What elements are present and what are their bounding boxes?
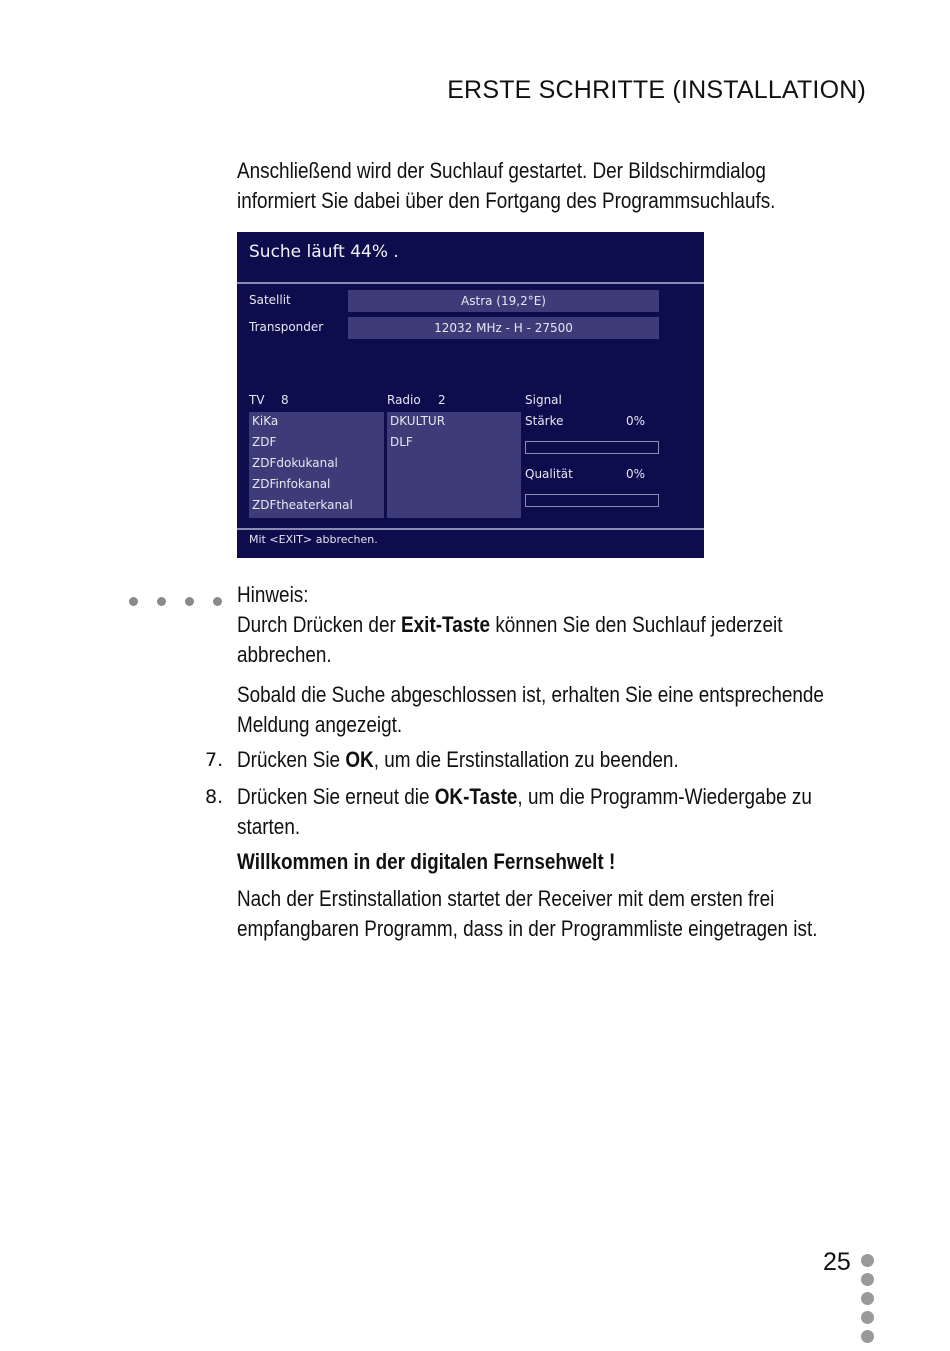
satellite-field: Astra (19,2°E) — [348, 290, 659, 312]
welcome-heading: Willkommen in der digitalen Fernsehwelt ! — [237, 849, 616, 874]
note-line-1: Durch Drücken der Exit-Taste können Sie den Suchlauf jederzeit — [237, 612, 783, 637]
exit-hint: Mit <EXIT> abbrechen. — [249, 533, 378, 546]
quality-label: Qualität — [525, 467, 573, 481]
transponder-field: 12032 MHz - H - 27500 — [348, 317, 659, 339]
list-item: DLF — [390, 435, 413, 449]
note-bullet-dots — [129, 591, 222, 610]
strength-value: 0% — [626, 414, 646, 428]
done-line-1: Sobald die Suche abgeschlossen ist, erhalten Sie eine entsprechende — [237, 682, 824, 707]
strength-bar — [525, 441, 659, 454]
note-heading: Hinweis: — [237, 582, 309, 607]
note-block — [237, 580, 782, 670]
page-header: ERSTE SCHRITTE (INSTALLATION) — [447, 76, 866, 104]
transponder-label: Transponder — [249, 320, 324, 334]
quality-value: 0% — [626, 467, 646, 481]
list-item: KiKa — [252, 414, 279, 428]
note-line-2: abbrechen. — [237, 642, 332, 667]
decorative-dot — [861, 1254, 874, 1267]
divider — [237, 528, 704, 530]
step-7-text: Drücken Sie OK, um die Erstinstallation zu beenden. — [237, 747, 679, 772]
list-item: ZDFinfokanal — [252, 477, 331, 491]
decorative-dot — [861, 1273, 874, 1286]
step-number: 8. — [205, 786, 224, 808]
tv-count: 8 — [281, 393, 289, 407]
search-dialog-screenshot — [237, 232, 704, 558]
intro-paragraph — [237, 156, 775, 216]
list-item: ZDF — [252, 435, 277, 449]
quality-bar — [525, 494, 659, 507]
radio-label: Radio — [387, 393, 421, 407]
done-paragraph — [237, 680, 824, 740]
satellite-label: Satellit — [249, 293, 291, 307]
list-item: ZDFtheaterkanal — [252, 498, 353, 512]
list-item: DKULTUR — [390, 414, 446, 428]
decorative-dot — [861, 1330, 874, 1343]
step-number: 7. — [205, 749, 224, 771]
list-item: ZDFdokukanal — [252, 456, 338, 470]
search-status-title: Suche läuft 44% . — [249, 242, 399, 262]
exit-key-text: Exit-Taste — [401, 612, 491, 637]
strength-label: Stärke — [525, 414, 564, 428]
page-number: 25 — [823, 1248, 851, 1276]
decorative-dot — [861, 1311, 874, 1324]
closing-line-1: Nach der Erstinstallation startet der Receiver mit dem ersten frei — [237, 886, 775, 911]
step-8-text: Drücken Sie erneut die OK-Taste, um die Programm-Wiedergabe zu starten. — [237, 784, 812, 839]
signal-label: Signal — [525, 393, 562, 407]
closing-line-2: empfangbaren Programm, dass in der Programmliste eingetragen ist. — [237, 916, 818, 941]
radio-count: 2 — [438, 393, 446, 407]
intro-line-1: Anschließend wird der Suchlauf gestartet. Der Bildschirmdialog — [237, 158, 766, 183]
closing-paragraph — [237, 884, 818, 944]
divider — [237, 282, 704, 284]
tv-label: TV — [249, 393, 265, 407]
done-line-2: Meldung angezeigt. — [237, 712, 403, 737]
intro-line-2: informiert Sie dabei über den Fortgang des Programmsuchlaufs. — [237, 188, 776, 213]
decorative-dot — [861, 1292, 874, 1305]
